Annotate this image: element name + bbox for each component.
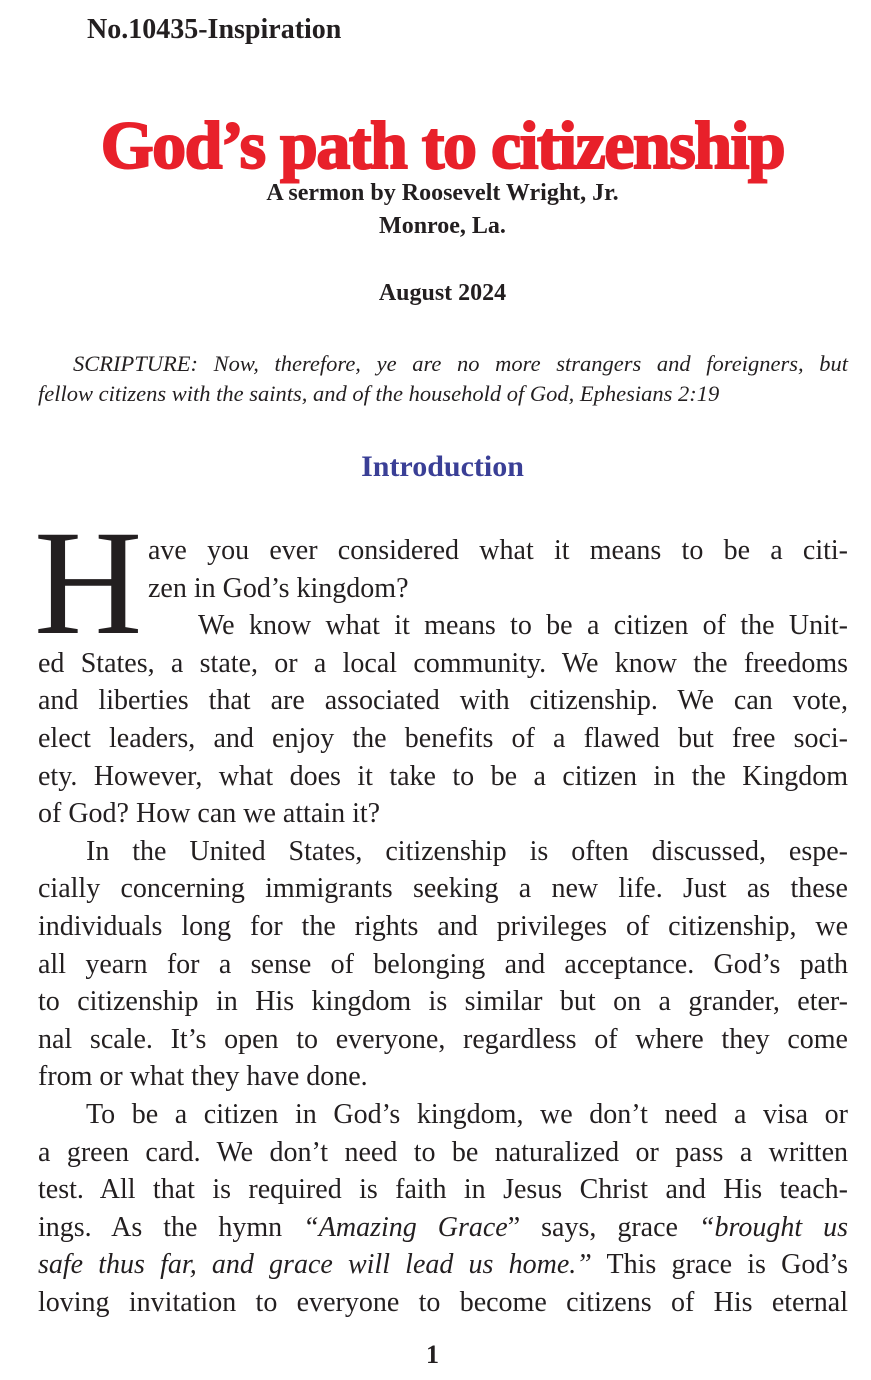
text-segment: of God? How can we attain it? — [38, 798, 381, 830]
body-line — [38, 1284, 848, 1322]
scripture-line: SCRIPTURE: Now, therefore, ye are no more strangers and foreigners, but — [73, 351, 848, 376]
scripture-line: fellow citizens with the saints, and of the household of God, Ephesians 2:19 — [38, 381, 720, 406]
body-line — [38, 983, 848, 1021]
body-line — [38, 1021, 848, 1059]
sermon-title: God’s path to citizenship — [100, 107, 785, 183]
location: Monroe, La. — [379, 213, 506, 239]
text-segment: ” says, grace — [507, 1211, 699, 1243]
text-segment: ings. As the hymn — [38, 1211, 304, 1243]
body-line — [38, 1058, 848, 1096]
text-segment: cially concerning immigrants seeking a new life. Just as these — [38, 873, 848, 905]
text-segment: nal scale. It’s open to everyone, regardless of where they come — [38, 1023, 848, 1055]
body-line — [38, 795, 848, 833]
text-segment: from or what they have done. — [38, 1061, 368, 1093]
italic-text: “brought us — [698, 1211, 849, 1243]
body-line — [38, 870, 848, 908]
body-line — [38, 570, 848, 608]
text-segment: to citizenship in His kingdom is similar but on a grander, eter- — [38, 986, 848, 1018]
body-line — [38, 607, 848, 645]
body-line — [38, 908, 848, 946]
text-segment: a green card. We don’t need to be naturalized or pass a written — [38, 1136, 848, 1168]
body-line — [38, 682, 848, 720]
body-line — [38, 1096, 848, 1134]
body-line — [38, 532, 848, 570]
drop-cap: H — [34, 500, 143, 666]
section-heading: Introduction — [361, 450, 524, 483]
body-line — [38, 1246, 848, 1284]
body-line — [38, 1209, 848, 1247]
text-segment: all yearn for a sense of belonging and acceptance. God’s path — [38, 948, 848, 980]
date: August 2024 — [378, 280, 507, 306]
body-line — [38, 720, 848, 758]
text-segment: loving invitation to everyone to become citizens of His eternal — [38, 1286, 848, 1318]
text-segment: test. All that is required is faith in Jesus Christ and His teach- — [38, 1174, 848, 1206]
issue-number: No.10435-Inspiration — [87, 14, 342, 45]
text-segment: and liberties that are associated with citizenship. We can vote, — [38, 685, 848, 717]
body-line — [38, 758, 848, 796]
byline: A sermon by Roosevelt Wright, Jr. — [266, 180, 619, 206]
italic-text: “Amazing Grace — [303, 1211, 508, 1243]
body-line — [38, 946, 848, 984]
text-segment: This grace is God’s — [591, 1249, 848, 1281]
body-text — [38, 532, 848, 1321]
text-segment: We know what it means to be a citizen of the Unit- — [198, 610, 848, 642]
text-segment: ed States, a state, or a local community. We know the freedoms — [38, 647, 848, 679]
text-segment: zen in God’s kingdom? — [148, 572, 409, 604]
text-segment: ave you ever considered what it means to be a citi- — [148, 535, 848, 566]
body-line — [38, 645, 848, 683]
body-line — [38, 833, 848, 871]
body-line — [38, 1171, 848, 1209]
page-number: 1 — [426, 1340, 439, 1369]
text-segment: To be a citizen in God’s kingdom, we don’t need a visa or — [86, 1098, 848, 1130]
text-segment: In the United States, citizenship is often discussed, espe- — [86, 835, 848, 867]
italic-text: safe thus far, and grace will lead us home.” — [38, 1249, 592, 1281]
body-line — [38, 1134, 848, 1172]
text-segment: individuals long for the rights and privileges of citizenship, we — [38, 910, 848, 942]
text-segment: elect leaders, and enjoy the benefits of a flawed but free soci- — [38, 722, 848, 754]
text-segment: ety. However, what does it take to be a citizen in the Kingdom — [38, 760, 848, 792]
